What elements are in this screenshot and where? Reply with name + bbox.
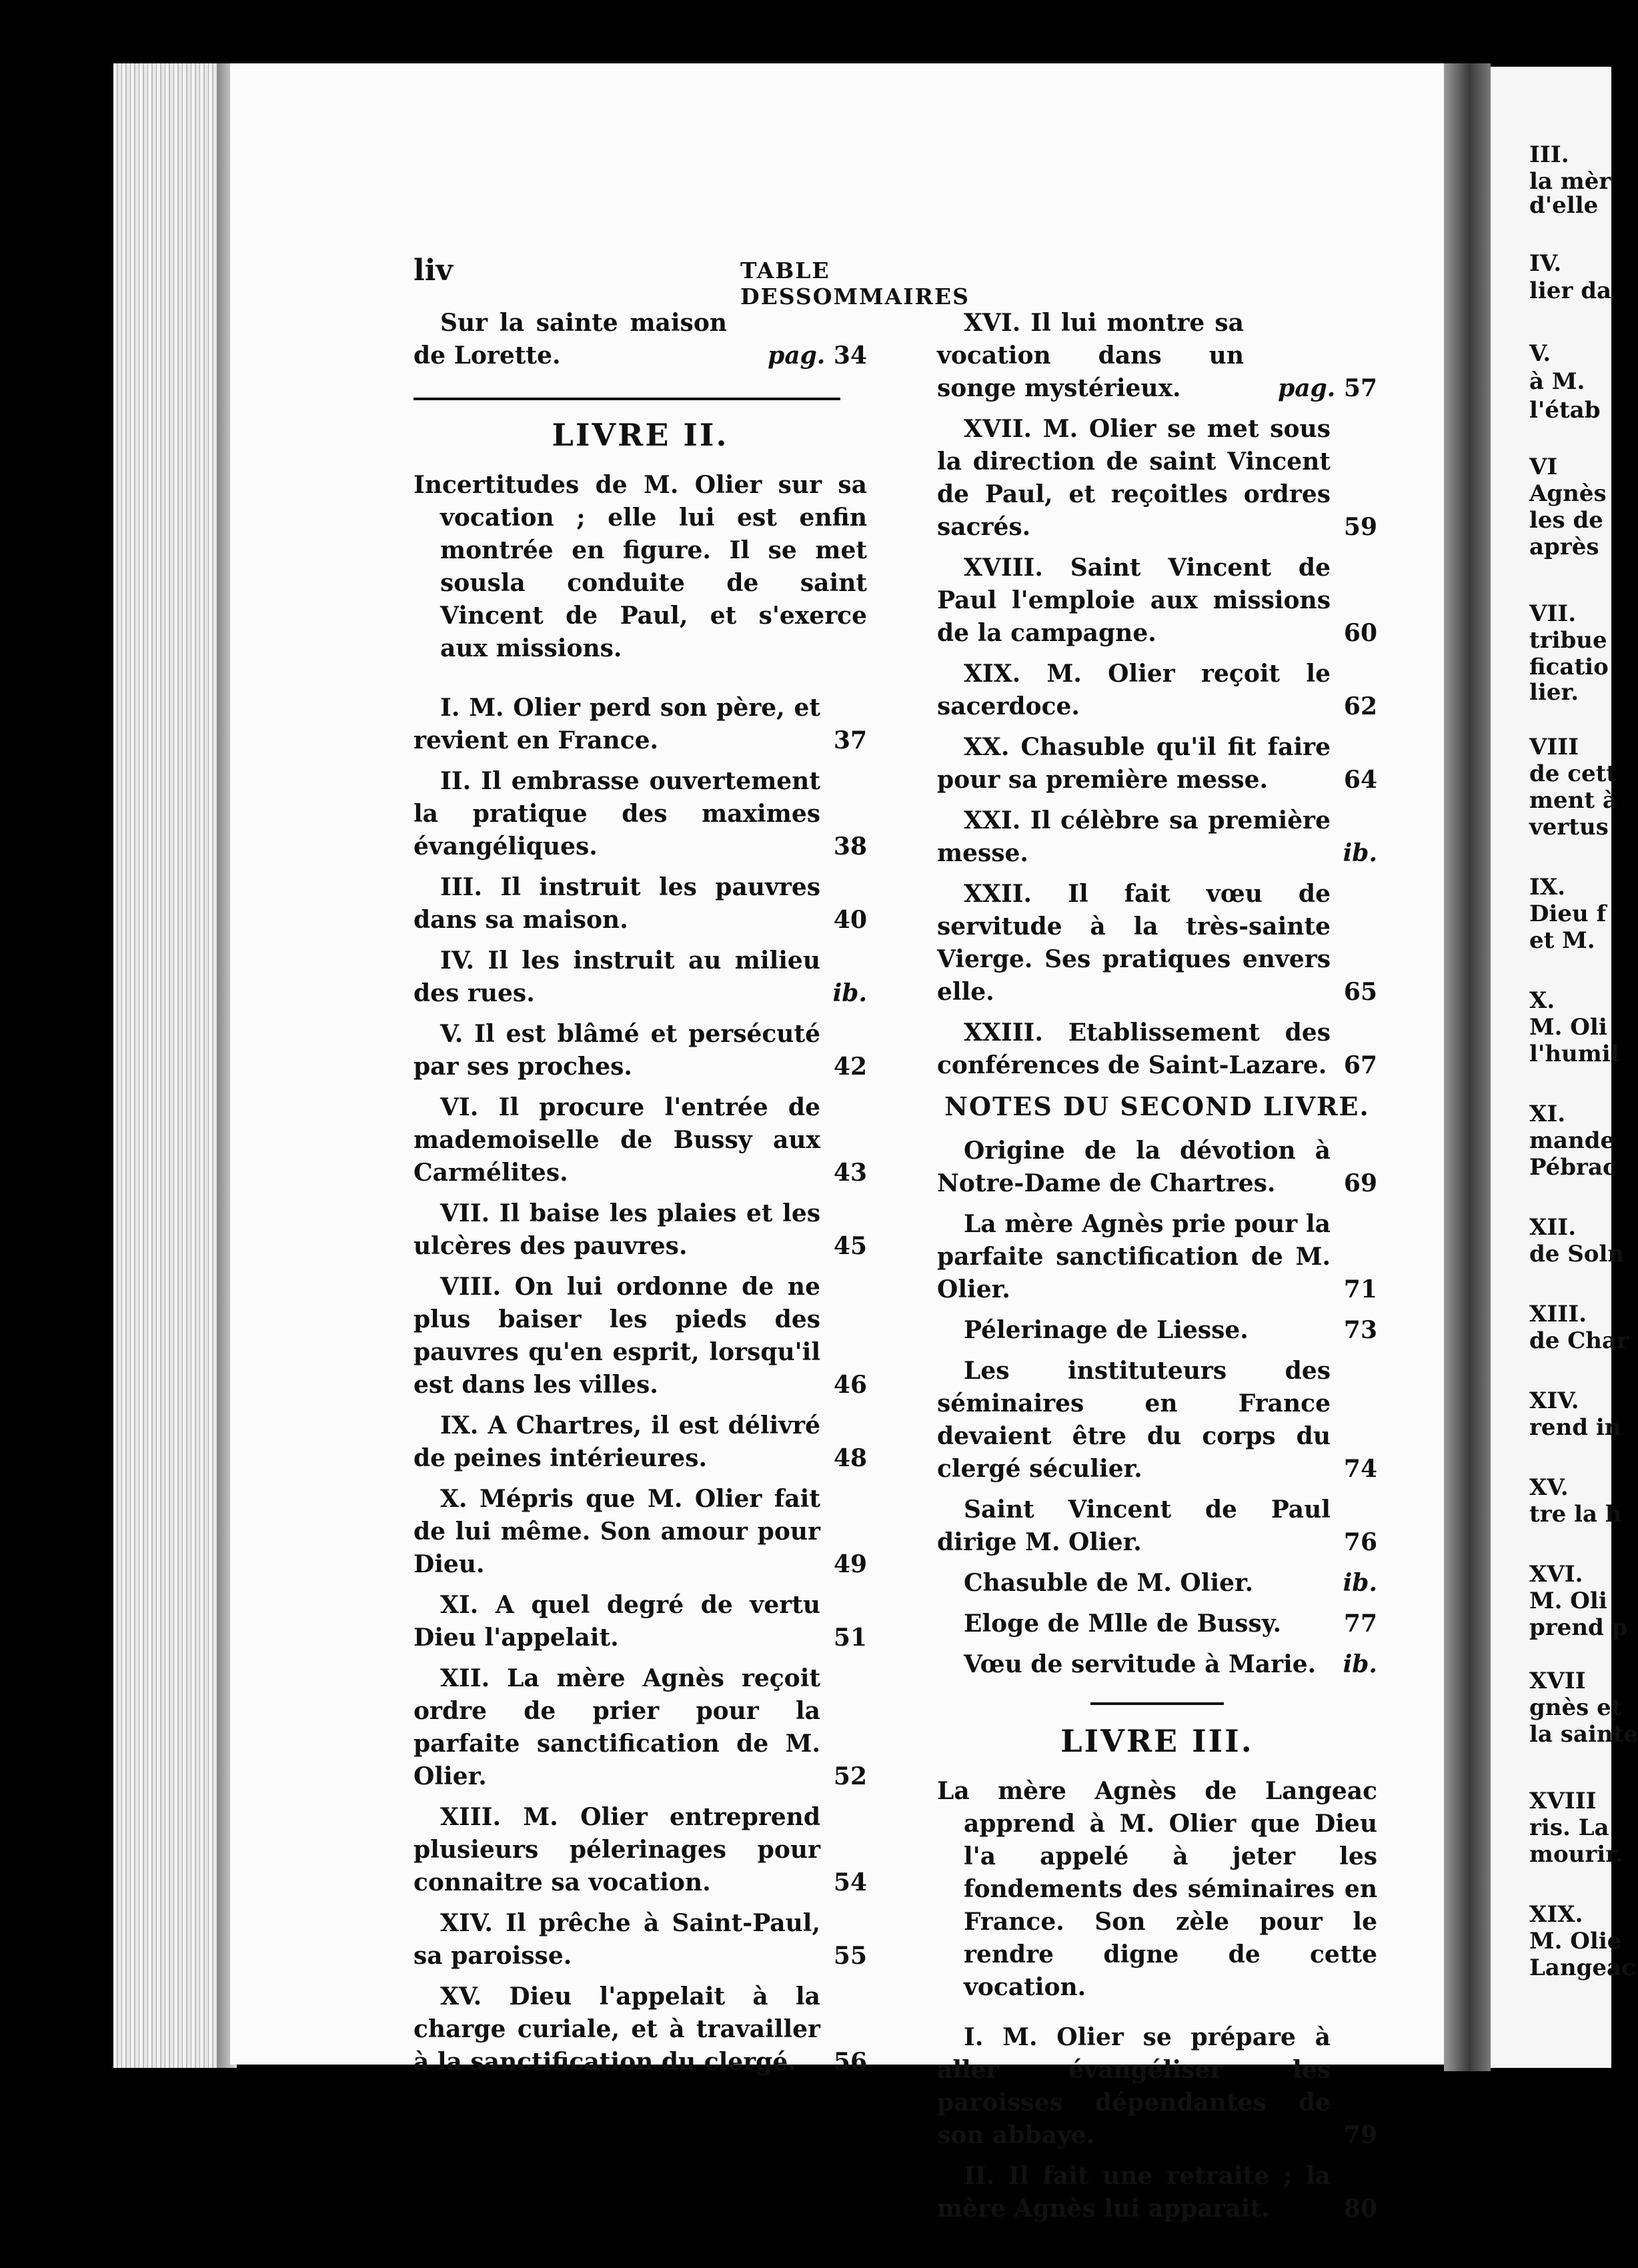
facing-page-line: prend p [1529, 1614, 1628, 1641]
entry-page [1344, 1608, 1377, 1640]
toc-entry [414, 871, 867, 937]
entry-text: XVIII. Saint Vincent de Paul l'emploie aux missions de la campagne. [937, 554, 1331, 647]
livre-summary: La mère Agnès de Langeac apprend à M. Olier que Dieu l'a appelé à jeter les fondements des séminaires en France. Son zèle pour le rendre digne de cette vocation. [937, 1777, 1377, 2001]
section-rule [414, 398, 840, 400]
page-number: 67 [1343, 1051, 1377, 1079]
page-number: 62 [1343, 692, 1377, 720]
facing-page-line: VIII [1529, 734, 1579, 760]
page-number: 46 [833, 1371, 867, 1399]
entry-text: XVI. Il lui montre sa vocation dans un songe mystérieux. [937, 309, 1244, 402]
facing-page-line: IV. [1529, 250, 1562, 277]
facing-page-line: XII. [1529, 1214, 1577, 1241]
page-number: 59 [1343, 513, 1377, 541]
entry-page [834, 1230, 867, 1263]
facing-page-line: vertus [1529, 814, 1609, 840]
facing-page-line: l'humil [1529, 1041, 1619, 1067]
entry-text: Origine de la dévotion à Notre-Dame de Chartres. [937, 1137, 1331, 1197]
entry-text: I. M. Olier se prépare à aller évangéliser les paroisses dépendantes de son abbaye. [937, 2023, 1331, 2149]
page-edges [113, 63, 233, 2068]
entry-text: XVII. M. Olier se met sous la direction de saint Vincent de Paul, et reçoitles ordres sacrés. [937, 415, 1331, 541]
facing-page-line: la sainte [1529, 1721, 1638, 1748]
facing-page-line: de cett [1529, 760, 1617, 787]
facing-page-line: de Char [1529, 1327, 1629, 1354]
page-number: 77 [1343, 1610, 1377, 1638]
toc-entry [414, 765, 867, 863]
facing-page-line: Dieu f [1529, 901, 1607, 927]
entry-text: XXII. Il fait vœu de servitude à la très-sainte Vierge. Ses pratiques envers elle. [937, 880, 1331, 1006]
entry-text: IV. Il les instruit au milieu des rues. [414, 947, 820, 1007]
facing-page-line: à M. [1529, 368, 1585, 395]
facing-page-line: rend in [1529, 1414, 1621, 1441]
facing-page-line: l'étab [1529, 397, 1601, 424]
entry-page [1344, 511, 1377, 544]
entry-page [1344, 1453, 1377, 1486]
facing-page-line: XI. [1529, 1101, 1566, 1127]
facing-page-line: de Soln [1529, 1241, 1625, 1267]
entry-page [834, 2046, 867, 2079]
page-number: 76 [1343, 1528, 1377, 1556]
page-number: 79 [1343, 2121, 1377, 2149]
toc-entry [937, 804, 1377, 870]
facing-page-line: gnès et [1529, 1694, 1622, 1721]
entry-text: I. M. Olier perd son père, et revient en France. [414, 694, 820, 754]
facing-page-line: XV. [1529, 1474, 1569, 1501]
entry-page [1344, 764, 1377, 796]
toc-entry [414, 945, 867, 1010]
entry-text: XIX. M. Olier reçoit le sacerdoce. [937, 660, 1331, 720]
facing-page-fragment [1491, 67, 1638, 2068]
toc-entry [937, 552, 1377, 650]
page-number: 38 [833, 832, 867, 861]
page-number: 56 [833, 2048, 867, 2076]
entry-page [1344, 690, 1377, 723]
entry-text: XIII. M. Olier entreprend plusieurs pélerinages pour connaitre sa vocation. [414, 1803, 820, 1896]
facing-page-line: M. Olie [1529, 1928, 1622, 1954]
facing-page-line: lier. [1529, 679, 1579, 706]
entry-page [1344, 1526, 1377, 1559]
entry-page [834, 1051, 867, 1083]
page-number: 55 [833, 1942, 867, 1970]
entry-page [1344, 617, 1377, 650]
entry-text: Eloge de Mlle de Bussy. [964, 1610, 1282, 1638]
entry-text: XXI. Il célèbre sa première messe. [937, 806, 1331, 867]
entry-page [834, 830, 867, 863]
toc-entry [937, 413, 1377, 544]
entry-page [1344, 1049, 1377, 1082]
facing-page-line: Pébrac [1529, 1154, 1617, 1181]
toc-entry [414, 1483, 867, 1581]
folio: liv [414, 253, 453, 288]
toc-entry [414, 692, 867, 757]
facing-page-line: ris. La [1529, 1814, 1609, 1841]
section-rule [1090, 1702, 1224, 1705]
entry-page [1343, 1567, 1377, 1600]
entry-page [834, 1548, 867, 1581]
toc-list [937, 307, 1377, 1082]
toc-entry [937, 1017, 1377, 1082]
left-column [414, 307, 867, 2087]
page-number: 65 [1343, 978, 1377, 1006]
entry-page [834, 1442, 867, 1475]
page-number: 52 [833, 1762, 867, 1790]
entry-text: Les instituteurs des séminaires en France devaient être du corps du clergé séculier. [937, 1357, 1331, 1483]
toc-entry [937, 731, 1377, 796]
entry-text: XI. A quel degré de vertu Dieu l'appelait. [414, 1591, 820, 1652]
page-number: 34 [833, 342, 867, 370]
page-number: 80 [1343, 2195, 1377, 2223]
page-number: 42 [833, 1053, 867, 1081]
toc-entry [414, 1271, 867, 1401]
page-number: 57 [1343, 374, 1377, 402]
entry-page [834, 1866, 867, 1899]
entry-text: XII. La mère Agnès reçoit ordre de prier pour la parfaite sanctification de M. Olier. [414, 1664, 820, 1790]
facing-page-line: tre la h [1529, 1501, 1622, 1528]
toc-entry [414, 1662, 867, 1793]
facing-page-line: ment à [1529, 787, 1617, 814]
page-number: ib. [1343, 839, 1377, 867]
toc-entry [937, 878, 1377, 1009]
facing-page-line: tribue [1529, 627, 1607, 654]
facing-page-line: Langeac [1529, 1954, 1635, 1981]
toc-entry [937, 1135, 1377, 1200]
toc-entry [937, 658, 1377, 723]
facing-page-line: V. [1529, 340, 1551, 367]
running-title: TABLE DESSOMMAIRES [740, 257, 970, 310]
entry-page [1343, 1648, 1377, 1681]
entry-text: II. Il fait une retraite ; la mère Agnès lui apparait. [937, 2162, 1331, 2223]
entry-text: XV. Dieu l'appelait à la charge curiale, et à travailler à la sanctification du clergé. [414, 1982, 820, 2076]
pag-abbrev: pag. [1278, 374, 1336, 402]
livre-title: LIVRE II. [552, 417, 729, 453]
toc-entry [414, 1980, 867, 2079]
toc-list [937, 2021, 1377, 2225]
entry-page [1344, 1314, 1377, 1347]
facing-page-line: mourir. [1529, 1841, 1623, 1868]
toc-entry [414, 1018, 867, 1083]
facing-page-line: et M. [1529, 927, 1595, 954]
entry-text: Saint Vincent de Paul dirige M. Olier. [937, 1496, 1331, 1556]
entry-page [1344, 976, 1377, 1009]
page-number: 45 [833, 1232, 867, 1260]
facing-page-line: XVII [1529, 1668, 1586, 1694]
entry-page [1344, 2119, 1377, 2152]
entry-page [834, 904, 867, 937]
toc-entry [937, 1567, 1377, 1600]
notes-title: NOTES DU SECOND LIVRE. [944, 1091, 1370, 1121]
facing-page-line: XVIII [1529, 1788, 1597, 1814]
page-number: 51 [833, 1624, 867, 1652]
facing-page-line: VI [1529, 454, 1558, 480]
page-number: 43 [833, 1159, 867, 1187]
entry-page [834, 1622, 867, 1654]
page-number: ib. [832, 979, 867, 1007]
toc-entry [414, 1907, 867, 1972]
page-number: 71 [1343, 1275, 1377, 1303]
entry-text: VI. Il procure l'entrée de mademoiselle de Bussy aux Carmélites. [414, 1093, 820, 1187]
entry-page [1343, 837, 1377, 870]
facing-page-line: la mèr [1529, 168, 1611, 195]
entry-text: XXIII. Etablissement des conférences de Saint-Lazare. [937, 1019, 1331, 1079]
notes-list [937, 1135, 1377, 1681]
entry-page [834, 1940, 867, 1972]
entry-page [1344, 2193, 1377, 2225]
entry-page [1344, 1273, 1377, 1306]
page-number: 60 [1343, 619, 1377, 647]
toc-entry [937, 1314, 1377, 1347]
toc-entry [937, 307, 1377, 405]
facing-page-line: XIX. [1529, 1901, 1583, 1928]
facing-page-line: XIV. [1529, 1387, 1579, 1414]
toc-entry [937, 2160, 1377, 2225]
entry-page [1278, 372, 1377, 405]
entry-text: Sur la sainte maison de Lorette. [414, 309, 727, 370]
toc-entry [414, 1589, 867, 1654]
entry-text: V. Il est blâmé et persécuté par ses proches. [414, 1020, 820, 1081]
toc-entry [937, 1355, 1377, 1486]
entry-text: Chasuble de M. Olier. [964, 1569, 1254, 1597]
facing-page-line: XIII. [1529, 1301, 1587, 1327]
facing-page-line: XVI. [1529, 1561, 1583, 1588]
toc-entry [937, 1608, 1377, 1640]
page-number: 49 [833, 1550, 867, 1578]
entry-text: Pélerinage de Liesse. [964, 1316, 1249, 1344]
toc-entry [414, 1409, 867, 1475]
entry-text: III. Il instruit les pauvres dans sa maison. [414, 873, 820, 934]
page-number: 54 [833, 1868, 867, 1896]
entry-text: Vœu de servitude à Marie. [964, 1650, 1317, 1678]
facing-page-line: M. Oli [1529, 1588, 1607, 1614]
right-column [937, 307, 1377, 2233]
toc-entry [937, 1494, 1377, 1559]
entry-text: La mère Agnès prie pour la parfaite sanctification de M. Olier. [937, 1210, 1331, 1303]
book-gutter [1444, 63, 1491, 2071]
entry-page [834, 1157, 867, 1189]
entry-page [834, 1369, 867, 1401]
facing-page-line: Agnès [1529, 480, 1607, 507]
toc-entry [937, 1208, 1377, 1306]
entry-page [768, 340, 867, 372]
page-number: 48 [833, 1444, 867, 1472]
toc-entry [937, 1648, 1377, 1681]
facing-page-line: X. [1529, 987, 1555, 1014]
entry-text: VII. Il baise les plaies et les ulcères des pauvres. [414, 1199, 820, 1260]
entry-page [833, 977, 867, 1010]
entry-text: XX. Chasuble qu'il fit faire pour sa première messe. [937, 733, 1331, 794]
page-number: 73 [1343, 1316, 1377, 1344]
toc-entry [414, 1091, 867, 1189]
pag-abbrev: pag. [768, 342, 826, 370]
page-number: 74 [1343, 1455, 1377, 1483]
facing-page-line: ficatio [1529, 654, 1609, 680]
entry-text: XIV. Il prêche à Saint-Paul, sa paroisse. [414, 1909, 820, 1970]
toc-list [414, 692, 867, 2079]
facing-page-line: VII. [1529, 600, 1577, 627]
facing-page-line: après [1529, 534, 1599, 560]
page-number: ib. [1343, 1650, 1377, 1678]
entry-text: X. Mépris que M. Olier fait de lui même. Son amour pour Dieu. [414, 1485, 820, 1578]
page-number: ib. [1343, 1569, 1377, 1597]
facing-page-line: IX. [1529, 874, 1566, 901]
entry-page [1344, 1167, 1377, 1200]
toc-entry [414, 1197, 867, 1263]
toc-entry [414, 1801, 867, 1899]
facing-page-line: III. [1529, 141, 1569, 168]
entry-text: VIII. On lui ordonne de ne plus baiser les pieds des pauvres qu'en esprit, lorsqu'il est dans les villes. [414, 1273, 820, 1399]
facing-page-line: mande [1529, 1127, 1615, 1154]
toc-entry [937, 2021, 1377, 2152]
page-number: 64 [1343, 766, 1377, 794]
page-number: 37 [833, 726, 867, 754]
entry-text: IX. A Chartres, il est délivré de peines intérieures. [414, 1411, 820, 1472]
entry-text: II. Il embrasse ouvertement la pratique des maximes évangéliques. [414, 767, 820, 861]
toc-entry [414, 307, 867, 372]
page-number: 40 [833, 906, 867, 934]
facing-page-line: M. Oli [1529, 1014, 1607, 1041]
facing-page-line: lier da [1529, 277, 1612, 304]
facing-page-line: d'elle [1529, 192, 1599, 219]
page-number: 69 [1343, 1169, 1377, 1197]
livre-title: LIVRE III. [1060, 1723, 1254, 1759]
facing-page-line: les de [1529, 507, 1603, 534]
entry-page [834, 724, 867, 757]
livre-summary: Incertitudes de M. Olier sur sa vocation ; elle lui est enfin montrée en figure. Il se met sousla conduite de saint Vincent de Paul, et s'exerce aux missions. [414, 471, 867, 662]
entry-page [834, 1760, 867, 1793]
